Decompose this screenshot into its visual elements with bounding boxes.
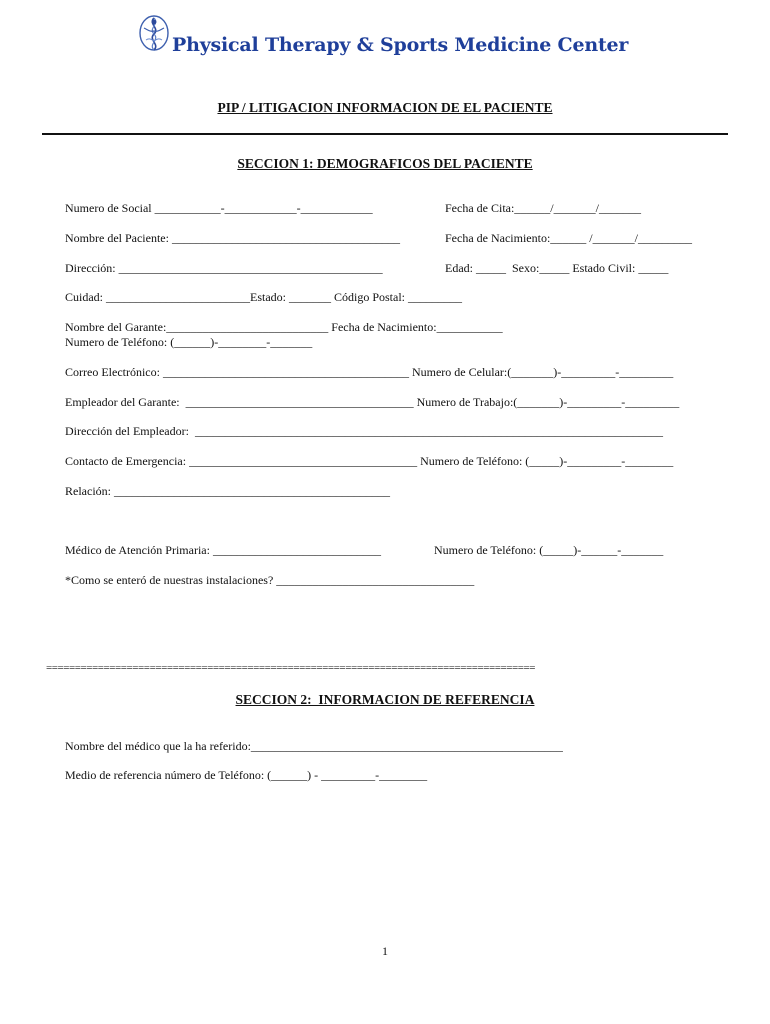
appointment-date-field[interactable]: Fecha de Cita:______/_______/_______ [445,201,641,215]
employer-work-field[interactable]: Empleador del Garante: ______________________________________ Numero de Trabajo:(_______)-_________-_________ [65,395,680,409]
employer-address-field[interactable]: Dirección del Empleador: ______________________________________________________________________________ [65,424,663,438]
page-number: 1 [382,944,388,958]
clinic-name: Physical Therapy & Sports Medicine Center [172,34,629,56]
age-sex-civil-field[interactable]: Edad: _____ Sexo:_____ Estado Civil: _____ [445,261,669,275]
form-title: PIP / LITIGACION INFORMACION DE EL PACIENTE [217,100,553,115]
guarantor-phone-field[interactable]: Numero de Teléfono: (______)-________-_______ [65,335,313,349]
referral-source-field[interactable]: *Como se enteró de nuestras instalaciones? _________________________________ [65,573,475,587]
guarantor-name-field[interactable]: Nombre del Garante:___________________________ Fecha de Nacimiento:___________ [65,320,503,334]
patient-name-field[interactable]: Nombre del Paciente: ______________________________________ [65,231,400,245]
section1-heading: SECCION 1: DEMOGRAFICOS DEL PACIENTE [237,156,533,171]
email-cell-field[interactable]: Correo Electrónico: _________________________________________ Numero de Celular:(_______)-_________-_________ [65,365,674,379]
address-field[interactable]: Dirección: ____________________________________________ [65,261,383,275]
section-separator: ===================================================================================== [46,662,536,674]
birth-date-field[interactable]: Fecha de Nacimiento:______ /_______/_________ [445,231,692,245]
primary-doctor-phone-field[interactable]: Numero de Teléfono: (_____)-______-_______ [434,543,664,557]
city-state-zip-field[interactable]: Cuidad: ________________________Estado: _______ Código Postal: _________ [65,290,463,304]
referring-doctor-field[interactable]: Nombre del médico que la ha referido:____________________________________________________ [65,739,563,753]
emergency-contact-field[interactable]: Contacto de Emergencia: ______________________________________ Numero de Teléfono: (_____)-_________-________ [65,454,674,468]
relation-field[interactable]: Relación: ______________________________________________ [65,484,390,498]
logo-icon [136,14,172,52]
referral-phone-field[interactable]: Medio de referencia número de Teléfono: (______) - _________-________ [65,768,428,782]
title-divider [42,133,728,135]
social-field[interactable]: Numero de Social ___________-____________-____________ [65,201,373,215]
primary-doctor-field[interactable]: Médico de Atención Primaria: ____________________________ [65,543,381,557]
section2-heading: SECCION 2: INFORMACION DE REFERENCIA [235,692,535,707]
